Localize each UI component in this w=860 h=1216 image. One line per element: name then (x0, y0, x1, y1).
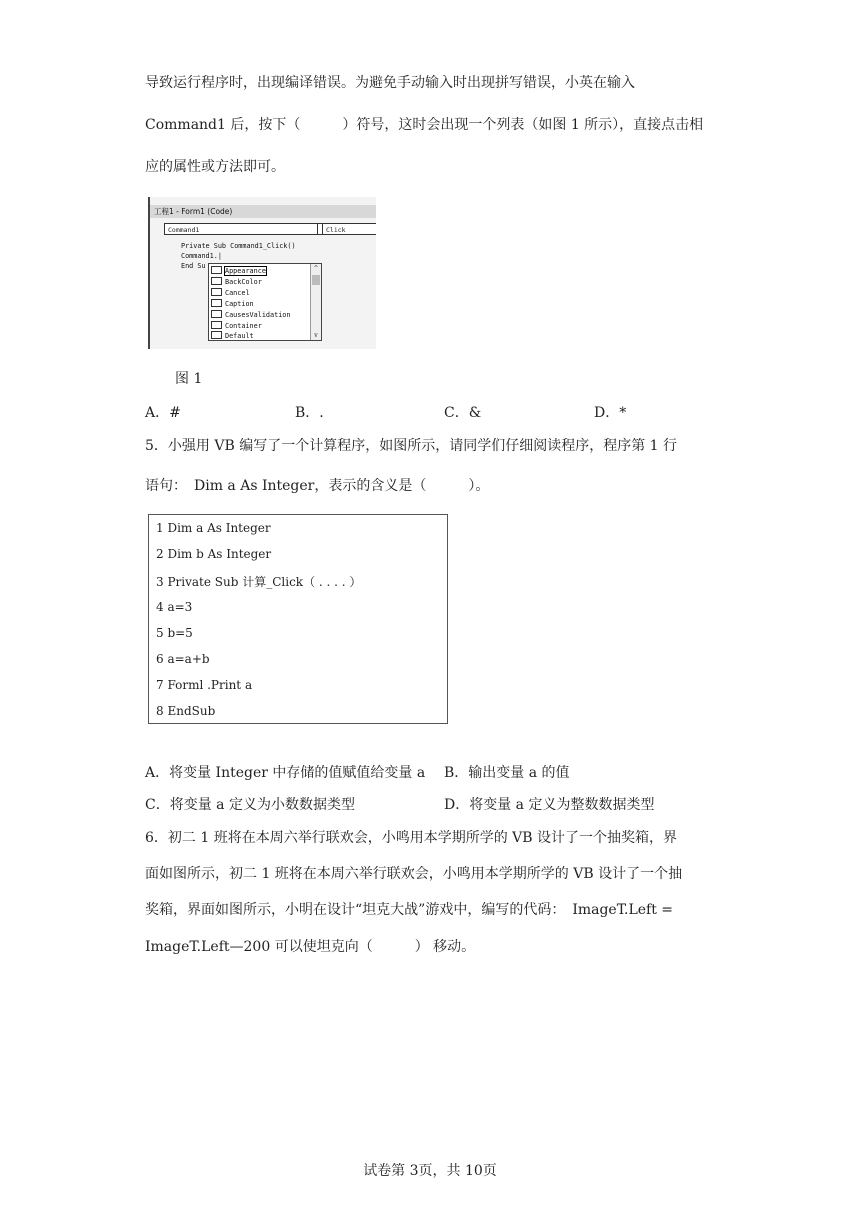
list-scrollbar (310, 264, 321, 340)
q6-text-line1: 6．初二 1 班将在本周六举行联欢会，小鸣用本学期所学的 VB 设计了一个抽奖箱，界 (145, 830, 678, 846)
property-icon (211, 299, 222, 307)
list-item (211, 277, 262, 286)
list-item-label: CausesValidation (225, 311, 291, 319)
list-item-label: Default (225, 332, 254, 340)
property-icon (211, 321, 222, 329)
q6-text-line4: ImageT.Left—200 可以使坦克向（ ） 移动。 (145, 939, 476, 955)
code-line: 7 Forml .Print a (156, 678, 253, 692)
code-line: Private Sub Command1_Click() (181, 242, 296, 250)
q5-option-b: B．输出变量 a 的值 (444, 765, 570, 781)
code-line: 1 Dim a As Integer (156, 521, 271, 535)
q6-text-line2: 面如图所示，初二 1 班将在本周六举行联欢会，小鸣用本学期所学的 VB 设计了一个抽 (145, 866, 683, 882)
q4-option-a: A．# (145, 405, 181, 421)
member-list (208, 263, 322, 341)
code-line: 6 a=a+b (156, 652, 210, 666)
scrollbar-thumb (312, 275, 320, 285)
property-icon (211, 266, 222, 274)
code-window-title: 工程1 - Form1 (Code) (154, 207, 233, 216)
chevron-down-icon: v (314, 332, 318, 339)
code-line: 2 Dim b As Integer (156, 547, 272, 561)
figure-1-code-window (148, 197, 376, 349)
procedure-combo-value: Click (326, 226, 346, 234)
chevron-up-icon: ^ (313, 265, 319, 272)
q5-option-c: C．将变量 a 定义为小数数据类型 (145, 797, 355, 813)
figure-1-caption: 图 1 (175, 371, 203, 387)
page-footer: 试卷第 3页，共 10页 (363, 1163, 497, 1179)
list-item-label: Container (225, 322, 262, 330)
code-line: End Su (181, 262, 206, 270)
q4-option-d: D．* (594, 405, 627, 421)
list-item-label: Appearance (225, 267, 266, 275)
q4-text-line1: 导致运行程序时，出现编译错误。为避免手动输入时出现拼写错误，小英在输入 (145, 75, 635, 91)
q6-text-line3: 奖箱，界面如图所示，小明在设计“坦克大战”游戏中，编写的代码： ImageT.Left = (145, 902, 674, 918)
q5-text-line2: 语句： Dim a As Integer，表示的含义是（ ）。 (145, 478, 490, 494)
property-icon (211, 288, 222, 296)
q5-text-line1: 5．小强用 VB 编写了一个计算程序，如图所示，请同学们仔细阅读程序，程序第 1 行 (145, 438, 678, 454)
list-item (211, 266, 266, 275)
q5-option-d: D．将变量 a 定义为整数数据类型 (444, 797, 655, 813)
list-item (211, 331, 254, 340)
object-combo-value: Command1 (168, 226, 200, 234)
q5-code-box (148, 514, 448, 724)
list-item (211, 299, 254, 308)
list-item (211, 321, 262, 330)
q4-option-c: C．& (444, 405, 482, 421)
list-item-label: Caption (225, 300, 254, 308)
list-item-label: BackColor (225, 278, 262, 286)
code-line: 4 a=3 (156, 600, 193, 614)
list-item-label: Cancel (225, 289, 250, 297)
code-line: Command1.| (181, 252, 222, 260)
code-window-titlebar (150, 205, 376, 218)
list-item (211, 310, 290, 319)
property-icon (211, 277, 222, 285)
procedure-combo (322, 223, 376, 235)
q5-option-a: A．将变量 Integer 中存储的值赋值给变量 a (145, 765, 426, 781)
code-line: 5 b=5 (156, 626, 193, 640)
q4-option-b: B．. (295, 405, 324, 421)
q4-text-line3: 应的属性或方法即可。 (145, 159, 285, 175)
list-item (211, 288, 250, 297)
property-icon (211, 331, 222, 339)
object-combo (164, 223, 330, 235)
code-line: 3 Private Sub 计算_Click（ . . . . ） (156, 575, 362, 589)
property-icon (211, 310, 222, 318)
code-line: 8 EndSub (156, 704, 216, 718)
q4-text-line2: Command1 后，按下（ ）符号，这时会出现一个列表（如图 1 所示），直接点击相 (145, 117, 704, 133)
